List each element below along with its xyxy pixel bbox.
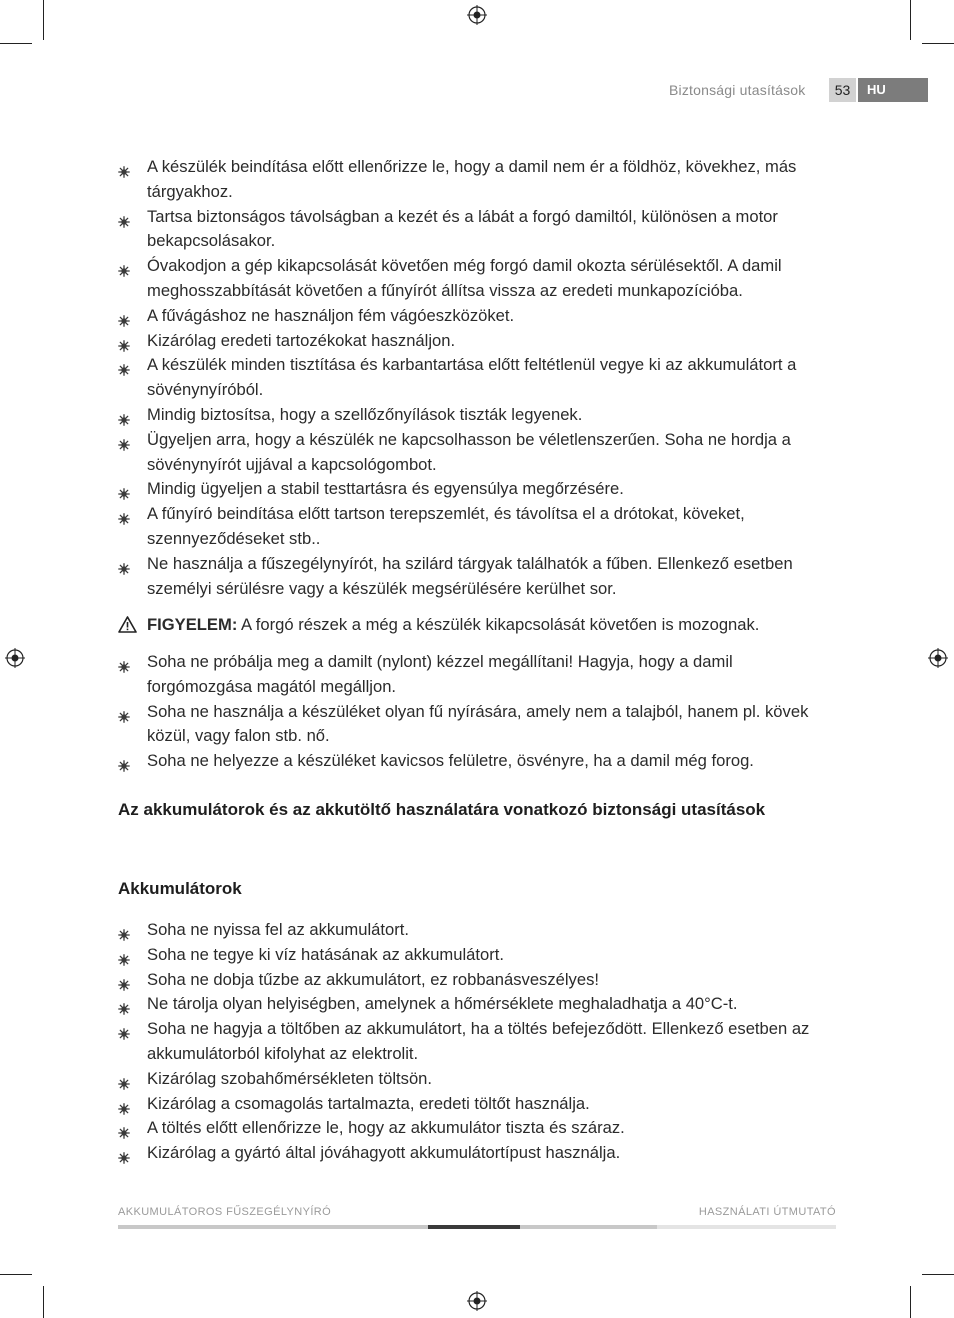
list-item [118, 992, 818, 1017]
list-item-text: A készülék beindítása előtt ellenőrizze le, hogy a damil nem ér a földhöz, kövekhez, más tárgyakhoz. [147, 157, 797, 201]
list-item-text: Óvakodjon a gép kikapcsolását követően még forgó damil okozta sérülésektől. A damil meghosszabbítását követően a fűnyírót állítsa vissza az eredeti munkapozícióba. [147, 256, 782, 300]
list-item-text: A fűvágáshoz ne használjon fém vágóeszközöket. [147, 305, 515, 325]
list-item [118, 650, 818, 700]
list-item [118, 353, 818, 403]
list-item [118, 1141, 818, 1166]
language-tab: HU [858, 78, 928, 102]
bullet-icon [118, 260, 130, 272]
header-section-title: Biztonsági utasítások [669, 82, 806, 98]
list-item [118, 205, 818, 255]
list-item-text: A készülék minden tisztítása és karbantartása előtt feltétlenül vegye ki az akkumulátort a sövénynyíróból. [147, 355, 797, 400]
list-item-text: Tartsa biztonságos távolságban a kezét és a lábát a forgó damiltól, különösen a motor bekapcsolásakor. [147, 206, 778, 251]
bullet-icon [118, 434, 130, 446]
list-item [118, 700, 818, 750]
bullet-icon [118, 1023, 130, 1035]
crop-mark [43, 0, 44, 40]
list-item-text: A töltés előtt ellenőrizze le, hogy az akkumulátor tiszta és száraz. [147, 1118, 625, 1138]
registration-mark-icon [928, 648, 948, 668]
list-item-text: Mindig biztosítsa, hogy a szellőzőnyílások tiszták legyenek. [147, 404, 583, 424]
page-number: 53 [829, 78, 856, 102]
bullet-icon [118, 409, 130, 421]
list-item [118, 477, 818, 502]
crop-mark [922, 43, 954, 44]
list-item [118, 403, 818, 428]
list-item-text: Soha ne próbálja meg a damilt (nylont) kézzel megállítani! Hagyja, hogy a damil forgómozgása magától megálljon. [147, 652, 733, 696]
list-item [118, 1092, 818, 1117]
crop-mark [0, 43, 32, 44]
footer-product-name: AKKUMULÁTOROS FŰSZEGÉLYNYÍRÓ [118, 1206, 332, 1218]
safety-list [118, 155, 818, 601]
crop-mark [910, 1286, 911, 1318]
list-item [118, 968, 818, 993]
warning-note [118, 613, 818, 638]
bullet-icon [118, 359, 130, 371]
operation-list [118, 650, 818, 774]
list-item-text: A fűnyíró beindítása előtt tartson terepszemlét, és távolítsa el a drótokat, köveket, szennyeződéseket stb.. [147, 504, 745, 548]
bullet-icon [118, 1122, 130, 1134]
list-item [118, 304, 818, 329]
list-item-text: Ügyeljen arra, hogy a készülék ne kapcsolhasson be véletlenszerűen. Soha ne hordja a sövénynyírót ujjával a kapcsológombot. [147, 429, 791, 474]
list-item-text: Soha ne dobja tűzbe az akkumulátort, ez robbanásveszélyes! [147, 969, 599, 989]
bullet-icon [118, 974, 130, 986]
crop-mark [0, 1274, 32, 1275]
list-item-text: Ne használja a fűszegélynyírót, ha szilárd tárgyak találhatók a fűben. Ellenkező esetben személyi sérülésre vagy a készülék megsérülésére kerülhet sor. [147, 553, 793, 598]
list-item [118, 1067, 818, 1092]
crop-mark [910, 0, 911, 40]
crop-mark [922, 1274, 954, 1275]
list-item [118, 329, 818, 354]
registration-mark-icon [467, 1291, 487, 1311]
bullet-icon [118, 998, 130, 1010]
warning-label: FIGYELEM: [147, 615, 238, 634]
list-item-text: Soha ne hagyja a töltőben az akkumulátort, ha a töltés befejeződött. Ellenkező esetben az akkumulátorból kifolyhat az elektrolit. [147, 1019, 810, 1063]
bullet-icon [118, 1073, 130, 1085]
bullet-icon [118, 1098, 130, 1110]
list-item [118, 254, 818, 304]
list-item [118, 918, 818, 943]
bullet-icon [118, 706, 130, 718]
list-item-text: Kizárólag a gyártó által jóváhagyott akkumulátortípust használja. [147, 1143, 621, 1163]
list-item [118, 749, 818, 774]
list-item-text: Soha ne tegye ki víz hatásának az akkumulátort. [147, 944, 504, 964]
bullet-icon [118, 755, 130, 767]
bullet-icon [118, 558, 130, 570]
list-item-text: Soha ne helyezze a készüléket kavicsos felületre, ösvényre, ha a damil még forog. [147, 751, 754, 771]
list-item [118, 552, 818, 602]
list-item-text: Soha ne használja a készüléket olyan fű nyírására, amely nem a talajból, hanem pl. kövek közül, vagy falon stb. nő. [147, 701, 809, 746]
bullet-icon [118, 656, 130, 668]
footer-bar [520, 1225, 657, 1229]
bullet-icon [118, 949, 130, 961]
footer-manual-title: HASZNÁLATI ÚTMUTATÓ [698, 1206, 836, 1218]
battery-list [118, 918, 818, 1166]
footer-bar [657, 1225, 836, 1229]
bullet-icon [118, 161, 130, 173]
registration-mark-icon [5, 648, 25, 668]
footer-bar [428, 1225, 520, 1229]
list-item-text: Soha ne nyissa fel az akkumulátort. [147, 920, 409, 939]
list-item-text: Kizárólag eredeti tartozékokat használjon. [147, 330, 456, 350]
registration-mark-icon [467, 5, 487, 25]
bullet-icon [118, 1147, 130, 1159]
warning-text: A forgó részek a még a készülék kikapcsolását követően is mozognak. [241, 615, 760, 634]
list-item-text: Kizárólag szobahőmérsékleten töltsön. [147, 1068, 433, 1088]
crop-mark [43, 1286, 44, 1318]
bullet-icon [118, 508, 130, 520]
list-item-text: Mindig ügyeljen a stabil testtartásra és egyensúlya megőrzésére. [147, 479, 624, 499]
bullet-icon [118, 924, 130, 936]
list-item [118, 502, 818, 552]
list-item-text: Kizárólag a csomagolás tartalmazta, eredeti töltőt használja. [147, 1093, 590, 1113]
bullet-icon [118, 483, 130, 495]
section-heading: Az akkumulátorok és az akkutöltő használatára vonatkozó biztonsági utasítások [118, 800, 766, 819]
bullet-icon [118, 310, 130, 322]
bullet-icon [118, 335, 130, 347]
list-item [118, 428, 818, 478]
list-item [118, 155, 818, 205]
bullet-icon [118, 211, 130, 223]
list-item [118, 1017, 818, 1067]
footer-bar [118, 1225, 428, 1229]
list-item [118, 943, 818, 968]
warning-triangle-icon [118, 616, 137, 633]
list-item-text: Ne tárolja olyan helyiségben, amelynek a hőmérséklete meghaladhatja a 40°C-t. [147, 994, 738, 1014]
sub-heading: Akkumulátorok [118, 879, 242, 898]
list-item [118, 1116, 818, 1141]
